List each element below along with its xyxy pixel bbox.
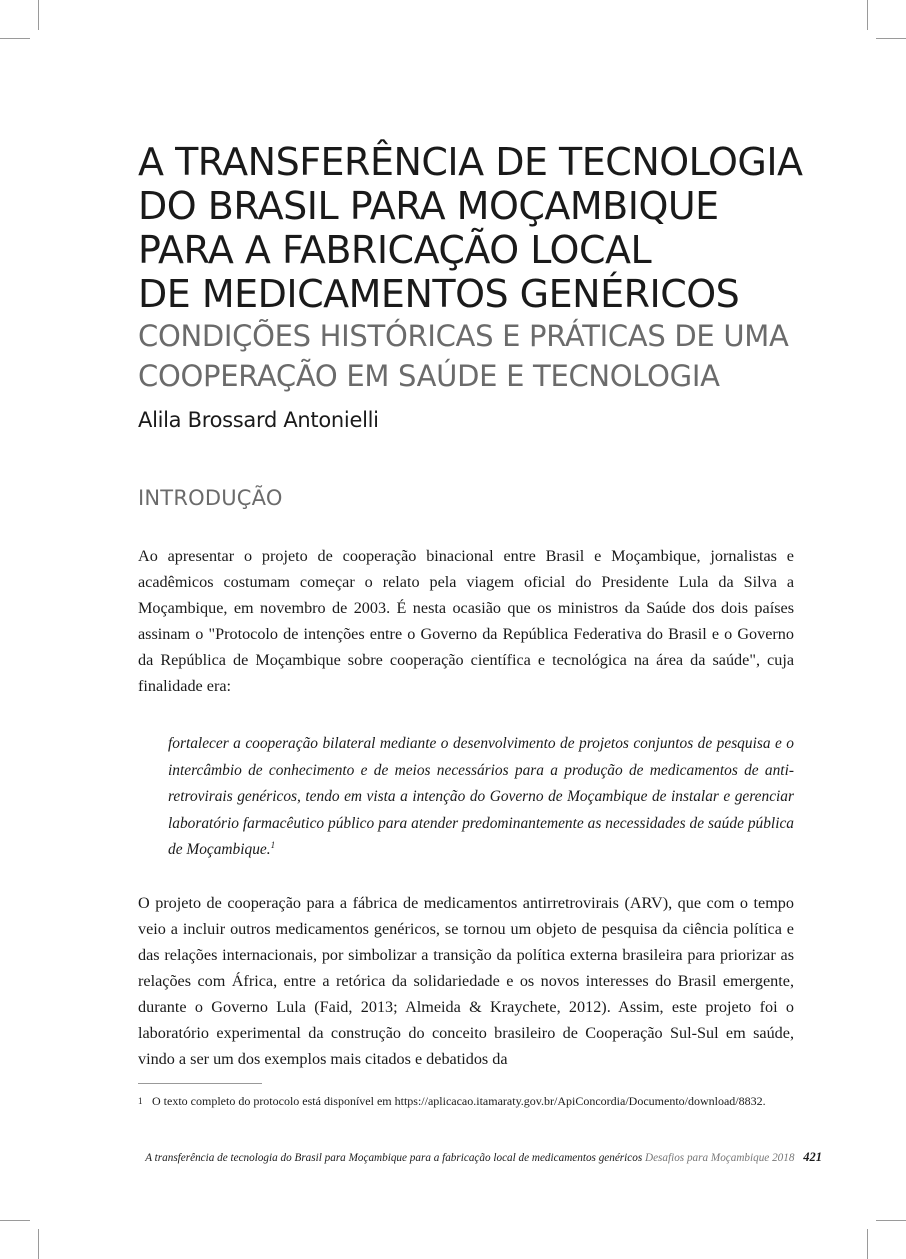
footnote (138, 1092, 794, 1110)
body-paragraph: Ao apresentar o projeto de cooperação binacional entre Brasil e Moçambique, jornalistas e acadêmicos costumam começar o relato pela viagem oficial do Presidente Lula da Silva a Moçambique, em novembro de 2003. É nesta ocasião que os ministros da Saúde dos dois países assinam o "Protocolo de intenções entre o Governo da República Federativa do Brasil e o Governo da República de Moçambique sobre cooperação científica e tecnológica na área da saúde", cuja finalidade era: (138, 547, 794, 695)
section-heading: INTRODUÇÃO (138, 486, 283, 510)
page-number: 421 (803, 1150, 822, 1164)
author-name: Alila Brossard Antonielli (138, 408, 379, 432)
chapter-title-line: A TRANSFERÊNCIA DE TECNOLOGIA (138, 140, 803, 184)
footnote-reference[interactable]: 1 (270, 840, 276, 851)
chapter-title-line: PARA A FABRICAÇÃO LOCAL (138, 228, 652, 272)
chapter-title-line: DO BRASIL PARA MOÇAMBIQUE (138, 184, 719, 228)
footnote-number: 1 (138, 1096, 143, 1106)
chapter-subtitle-line: CONDIÇÕES HISTÓRICAS E PRÁTICAS DE UMA (138, 319, 789, 353)
block-quote-text: fortalecer a cooperação bilateral mediante o desenvolvimento de projetos conjuntos de pesquisa e o intercâmbio de conhecimento e de meios necessários para a produção de medicamentos de anti-retrovirais genéricos, tendo em vista a intenção do Governo de Moçambique de instalar e gerenciar laboratório farmacêutico público para atender predominantemente as necessidades de saúde pública de Moçambique. (168, 735, 794, 859)
running-footer (145, 1150, 822, 1165)
block-quote (168, 731, 794, 864)
body-paragraph: O projeto de cooperação para a fábrica de medicamentos antirretrovirais (ARV), que com o tempo veio a incluir outros medicamentos genéricos, se tornou um objeto de pesquisa da ciência política e das relações internacionais, por simbolizar a transição da política externa brasileira para priorizar as relações com África, entre a retórica da solidariedade e os novos interesses do Brasil emergente, durante o Governo Lula (Faid, 2013; Almeida & Kraychete, 2012). Assim, este projeto foi o laboratório experimental da construção do conceito brasileiro de Cooperação Sul-Sul em saúde, vindo a ser um dos exemplos mais citados e debatidos da (138, 894, 794, 1068)
chapter-title (138, 140, 803, 316)
chapter-subtitle-line: COOPERAÇÃO EM SAÚDE E TECNOLOGIA (138, 359, 720, 393)
footnote-divider (138, 1083, 262, 1084)
chapter-title-line: DE MEDICAMENTOS GENÉRICOS (138, 272, 740, 316)
footnote-text: O texto completo do protocolo está disponível em https://aplicacao.itamaraty.gov.br/ApiConcordia/Documento/download/8832. (152, 1094, 766, 1108)
series-title: Desafios para Moçambique 2018 (644, 1152, 795, 1164)
chapter-subtitle (138, 316, 789, 396)
running-title: A transferência de tecnologia do Brasil para Moçambique para a fabricação local de medicamentos genéricos (145, 1152, 643, 1164)
